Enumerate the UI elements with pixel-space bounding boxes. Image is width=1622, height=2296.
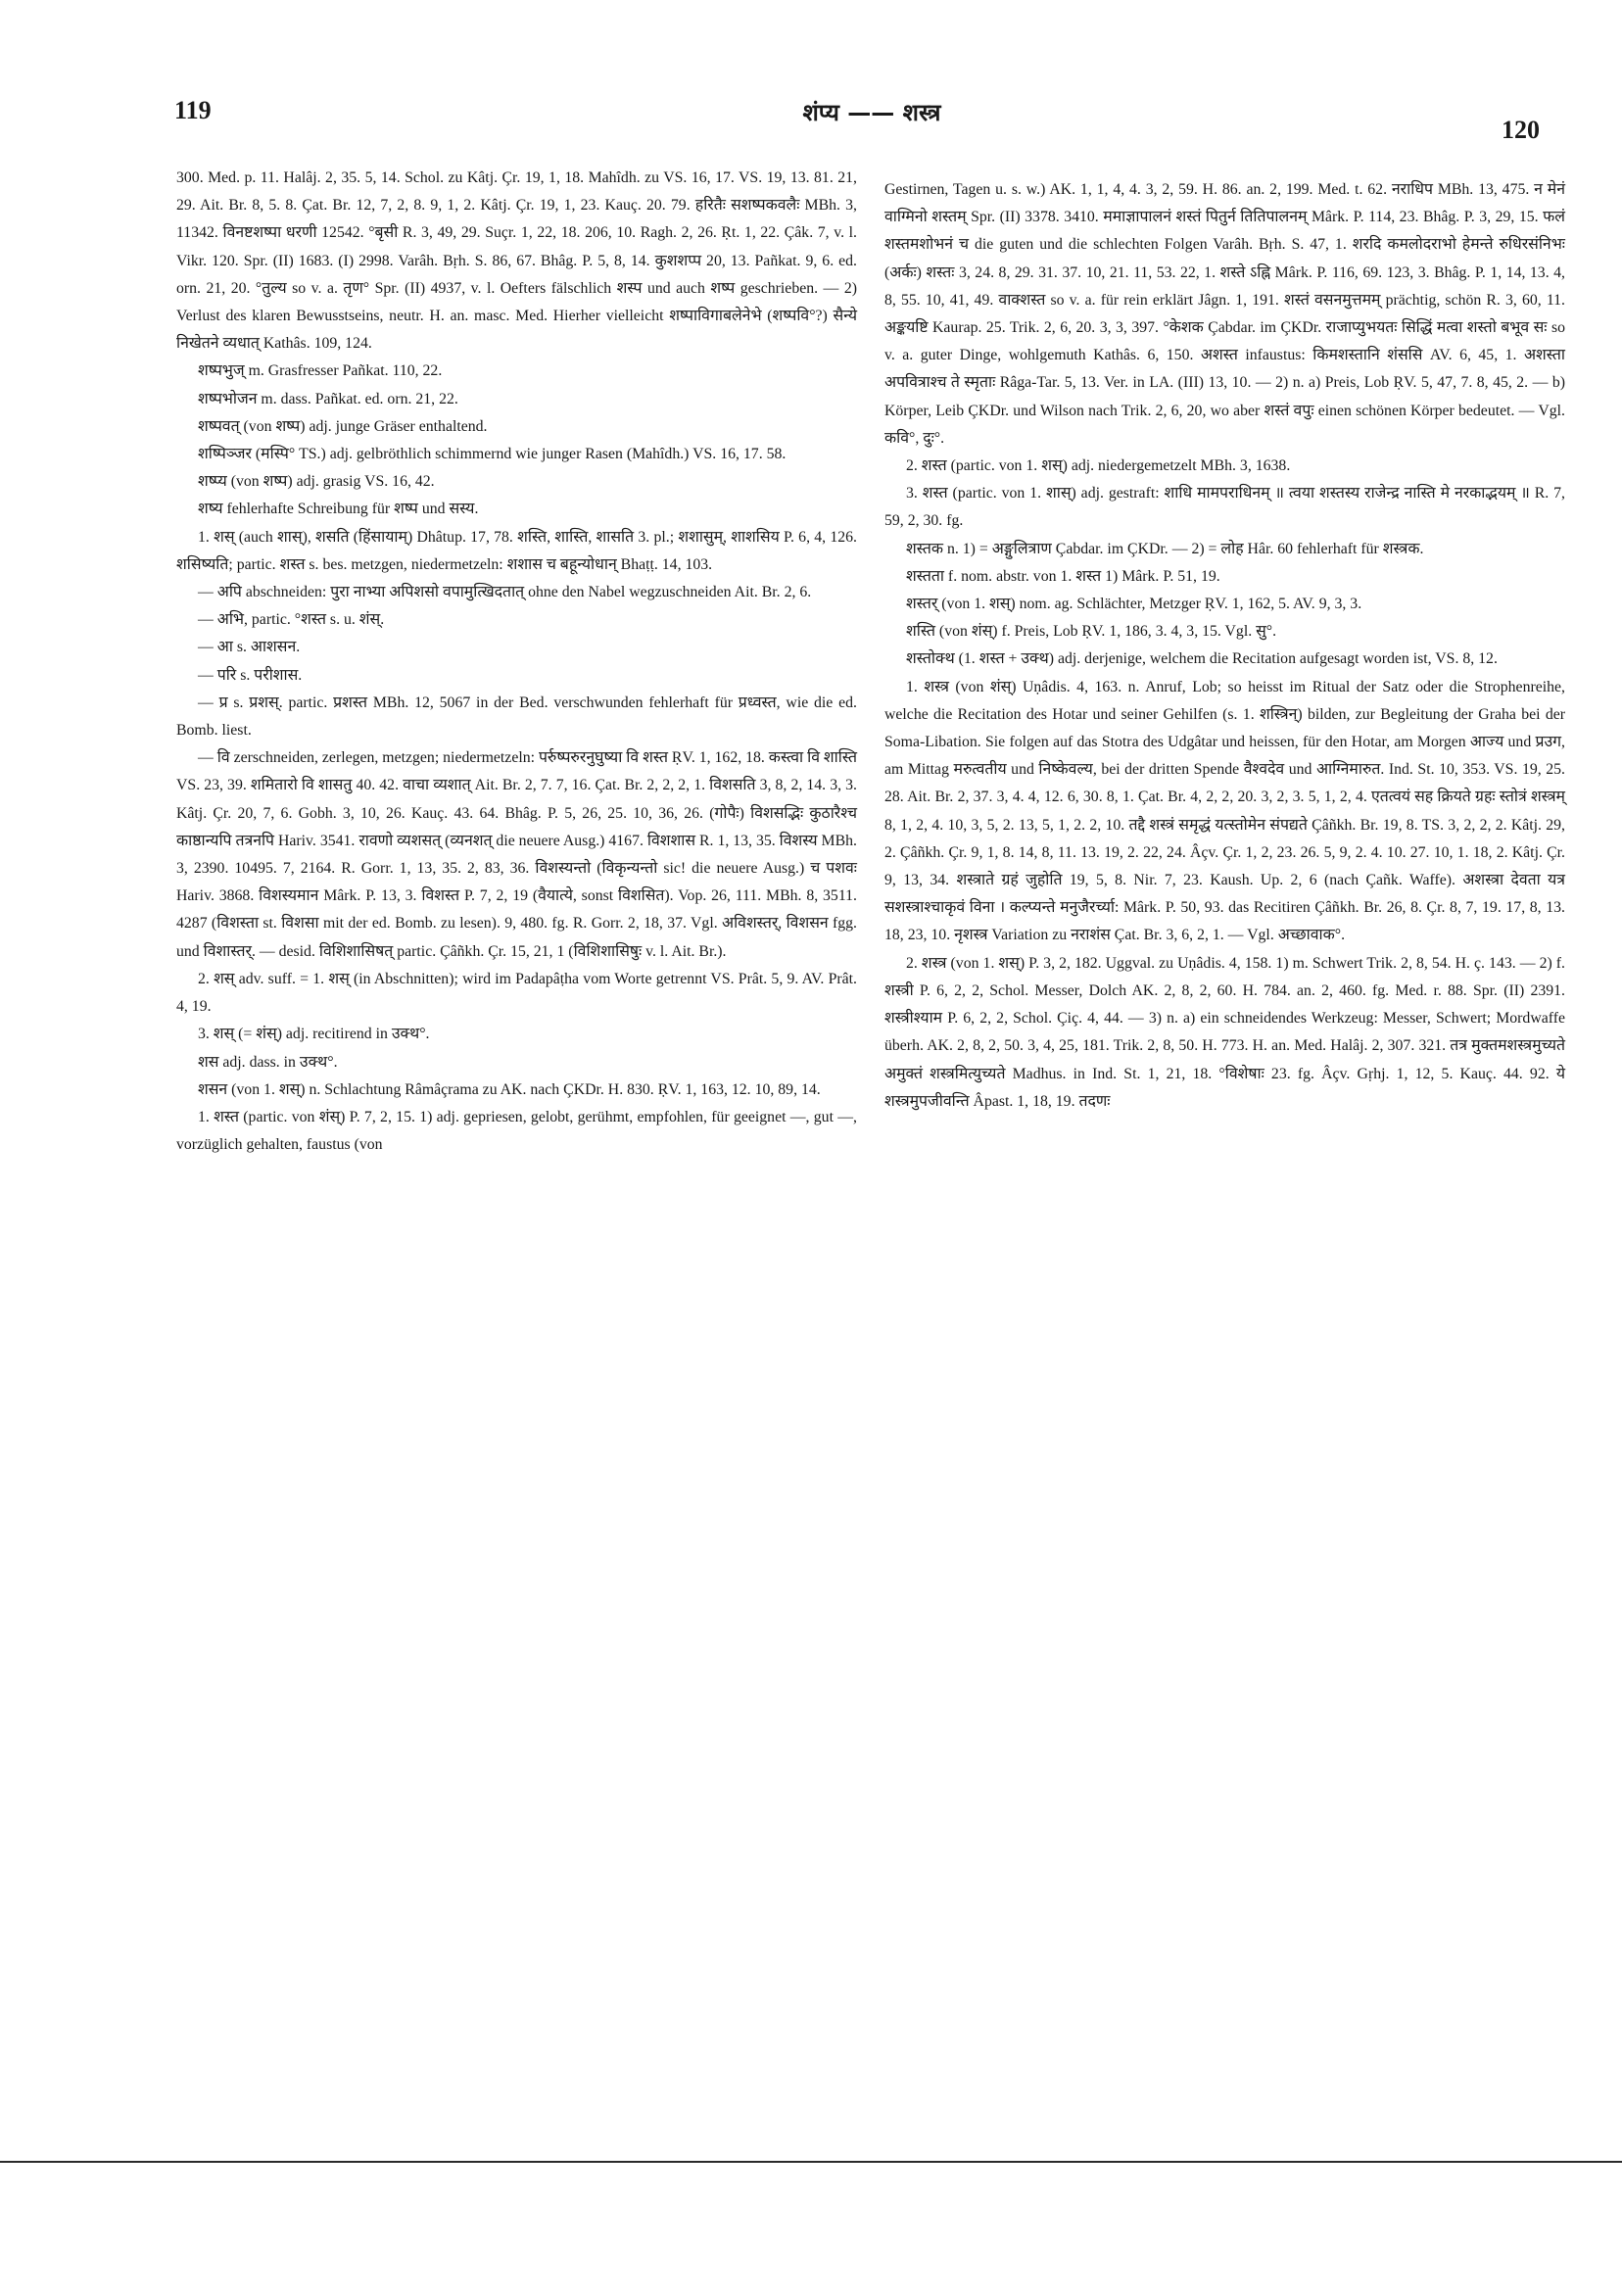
- dictionary-entry: 1. शस्त (partic. von शंस्) P. 7, 2, 15. 1) adj. gepriesen, gelobt, gerühmt, empfohlen, für geeignet —, gut —, vorzüglich gehalten, faustus (von: [176, 1108, 857, 1154]
- dictionary-entry: Gestirnen, Tagen u. s. w.) AK. 1, 1, 4, 4. 3, 2, 59. H. 86. an. 2, 199. Med. t. 62. नराधिप MBh. 13, 475. न मेनं वाग्मिनो शस्तम् Spr. (II) 3378. 3410. ममाज्ञापालनं शस्तं पितुर्न तितिपालनम् Mârk. P. 114, 23. Bhâg. P. 3, 29, 15. फलं शस्तमशोभनं च die guten und die schlechten Folgen Varâh. Bṛh. S. 47, 1. शरदि कमलोदराभो हेमन्ते रुधिरसंनिभः (अर्कः) शस्तः 3, 24. 8, 29. 31. 37. 10, 21. 11, 53. 22, 1. शस्ते ऽह्नि Mârk. P. 116, 69. 123, 3. Bhâg. P. 1, 14, 13. 4, 8, 55. 10, 41, 49. वाक्शस्त so v. a. für rein erklärt Jâgn. 1, 191. शस्तं वसनमुत्तमम् prächtig, schön R. 3, 60, 11. अङ्कयष्टि Kaurap. 25. Trik. 2, 6, 20. 3, 3, 397. °केशक Çabdar. im ÇKDr. राजाप्युभयतः सिद्धिं मत्वा शस्तो बभूव सः so v. a. guter Dinge, wohlgemuth Kathâs. 6, 150. अशस्त infaustus: किमशस्तानि शंससि AV. 6, 45, 1. अशस्ता अपवित्राश्च ते स्मृताः Râga-Tar. 5, 13. Ver. in LA. (III) 13, 10. — 2) n. a) Preis, Lob ṚV. 5, 47, 7. 8, 45, 2. — b) Körper, Leib ÇKDr. und Wilson nach Trik. 2, 6, 20, wo aber शस्तं वपुः einen schönen Körper bedeutet. — Vgl. कवि°, दुः°.: [884, 181, 1565, 447]
- dictionary-entry: — वि zerschneiden, zerlegen, metzgen; niedermetzeln: पर्रुष्परुरनुघुष्या वि शस्त ṚV. 1, 162, 18. कस्त्वा वि शास्ति VS. 23, 39. शमितारो वि शासतु 40. 42. वाचा व्यशात् Ait. Br. 2, 7. 7, 16. Çat. Br. 2, 2, 2, 1. विशसति 3, 8, 2, 14. 3, 3. Kâtj. Çr. 20, 7, 6. Gobh. 3, 10, 26. Kauç. 43. 64. Bhâg. P. 5, 26, 25. 10, 36, 26. (गोपैः) विशसद्भिः कुठारैश्च काष्ठान्यपि तत्रनपि Hariv. 3541. रावणो व्यशसत् (व्यनशत् die neuere Ausg.) 4167. विशशास R. 1, 13, 35. विशस्य MBh. 3, 2390. 10495. 7, 2164. R. Gorr. 1, 13, 35. 2, 83, 36. विशस्यन्तो (विकृन्यन्तो sic! die neuere Ausg.) च पशवः Hariv. 3868. विशस्यमान Mârk. P. 13, 3. विशस्त P. 7, 2, 19 (वैयात्ये, sonst विशसित). Vop. 26, 111. MBh. 8, 3511. 4287 (विशस्ता st. विशसा mit der ed. Bomb. zu lesen). 9, 480. fg. R. Gorr. 2, 18, 37. Vgl. अविशस्तर्, विशसन fgg. und विशास्तर्. — desid. विशिशासिषत् partic. Çâñkh. Çr. 15, 21, 1 (विशिशासिषुः v. l. Ait. Br.).: [176, 749, 857, 960]
- dictionary-entry: 1. शस्त्र (von शंस्) Uṇâdis. 4, 163. n. Anruf, Lob; so heisst im Ritual der Satz oder die Strophenreihe, welche die Recitation des Hotar und seiner Gehilfen (s. 1. शस्त्रिन्) bilden, zur Begleitung der Graha bei der Soma-Libation. Sie folgen auf das Stotra des Udgâtar und heissen, für den Hotar, am Morgen आज्य und प्रउग, am Mittag मरुत्वतीय und निष्केवल्य, bei der dritten Spende वैश्वदेव und आग्निमारुत. Ind. St. 10, 353. VS. 19, 25. 28. Ait. Br. 2, 37. 3, 4. 4, 12. 6, 30. 8, 1. Çat. Br. 4, 2, 2, 20. 3, 2, 3. 5, 1, 2, 4. एतत्वयं सह क्रियते ग्रहः स्तोत्रं शस्त्रम् 8, 1, 2, 4. 10, 3, 5, 2. 13, 5, 1, 2. 2, 10. तद्दै शस्त्रं समृद्धं यत्स्तोमेन संपद्यते Çâñkh. Br. 19, 8. TS. 3, 2, 2, 2. Kâtj. 29, 2. Çâñkh. Çr. 9, 1, 8. 14, 8, 11. 13. 19, 2. 22, 24. Âçv. Çr. 1, 2, 23. 26. 5, 9, 2. 4. 10. 27. 10, 1. 18, 2. Kâtj. Çr. 9, 13, 34. शस्त्राते ग्रहं जुहोति 19, 5, 8. Nir. 7, 23. Kaush. Up. 2, 6 (nach Çañk. Waffe). अशस्त्रा देवता यत्र सशस्त्राश्चाकृवं विना । कल्प्यन्ते मनुजैरर्च्या: Mârk. P. 50, 93. das Recitiren Çâñkh. Br. 26, 8. Çr. 8, 7, 19. 17, 8, 13. 18, 23, 10. नृशस्त्र Variation zu नराशंस Çat. Br. 3, 6, 2, 1. — Vgl. अच्छावाक°.: [884, 678, 1565, 944]
- dictionary-entry: 3. शस् (= शंस्) adj. recitirend in उक्थ°.: [198, 1026, 430, 1043]
- dictionary-entry: शष्पिञ्जर (मस्पि° TS.) adj. gelbröthlich schimmernd wie junger Rasen (Mahîdh.) VS. 16, 17. 58.: [198, 446, 787, 463]
- dictionary-entry: — अभि, partic. °शस्त s. u. शंस्.: [198, 611, 385, 629]
- dictionary-entry: शस्तर् (von 1. शस्) nom. ag. Schlächter, Metzger ṚV. 1, 162, 5. AV. 9, 3, 3.: [906, 596, 1362, 613]
- dictionary-entry: शष्य fehlerhafte Schreibung für शष्प und सस्य.: [198, 501, 479, 518]
- dictionary-entry: 3. शस्त (partic. von 1. शास्) adj. gestraft: शाधि मामपराधिनम् ॥ त्वया शस्तस्य राजेन्द्र नास्ति मे नरकाद्भयम् ॥ R. 7, 59, 2, 30. fg.: [884, 485, 1565, 530]
- dictionary-entry: — प्र s. प्रशस्. partic. प्रशस्त MBh. 12, 5067 in der Bed. verschwunden fehlerhaft für प्रध्वस्त, wie die ed. Bomb. liest.: [176, 694, 857, 740]
- dictionary-entry: शस्ति (von शंस्) f. Preis, Lob ṚV. 1, 186, 3. 4, 3, 15. Vgl. सु°.: [906, 623, 1277, 641]
- dictionary-entry: शस adj. dass. in उक्थ°.: [198, 1053, 338, 1071]
- left-column: [176, 165, 857, 1159]
- bottom-rule: [0, 2161, 1622, 2163]
- dictionary-entry: 2. शस्त (partic. von 1. शस्) adj. niedergemetzelt MBh. 3, 1638.: [906, 457, 1291, 475]
- dictionary-entry: शस्तोक्थ (1. शस्त + उक्थ) adj. derjenige, welchem die Recitation aufgesagt worden ist, VS. 8, 12.: [906, 650, 1498, 668]
- dictionary-entry: — आ s. आशसन.: [198, 639, 301, 656]
- dictionary-entry: 300. Med. p. 11. Halâj. 2, 35. 5, 14. Schol. zu Kâtj. Çr. 19, 1, 18. Mahîdh. zu VS. 16, 17. VS. 19, 13. 81. 21, 29. Ait. Br. 8, 5. 8. Çat. Br. 12, 7, 2, 8. 9, 1, 2. Kâtj. Çr. 19, 1, 23. Kauç. 20. 79. हरितैः सशष्पकवलैः MBh. 3, 11342. विनष्टशष्पा धरणी 12542. °बृसी R. 3, 49, 29. Suçr. 1, 22, 18. 206, 10. Ragh. 2, 26. Ṛt. 1, 22. Çâk. 7, v. l. Vikr. 120. Spr. (II) 1683. (I) 2998. Varâh. Bṛh. S. 86, 67. Bhâg. P. 5, 8, 14. कुशशप्प 20, 13. Pañkat. 9, 6. ed. orn. 21, 20. °तुल्य so v. a. तृण° Spr. (II) 4937, v. l. Oefters fälschlich शस्प und auch शष्प geschrieben. — 2) Verlust des klaren Bewusstseins, neutr. H. an. masc. Med. Hierher vielleicht शष्पाविगाबलेनेभे (शष्पवि°?) सैन्ये निखेतने व्यधात् Kathâs. 109, 124.: [176, 169, 857, 353]
- dictionary-entry: — परि s. परीशास.: [198, 666, 303, 684]
- dictionary-entry: शष्पभुज् m. Grasfresser Pañkat. 110, 22.: [198, 362, 443, 380]
- dictionary-entry: शष्पवत् (von शष्प) adj. junge Gräser enthaltend.: [198, 417, 488, 435]
- running-head: शंप्य —— शस्त्र: [802, 99, 941, 126]
- dictionary-entry: शष्पभोजन m. dass. Pañkat. ed. orn. 21, 22.: [198, 390, 458, 407]
- dictionary-entry: शस्तता f. nom. abstr. von 1. शस्त 1) Mârk. P. 51, 19.: [906, 567, 1220, 585]
- page-number-left: 119: [174, 96, 212, 124]
- dictionary-entry: 2. शस्त्र (von 1. शस्) P. 3, 2, 182. Uggval. zu Uṇâdis. 4, 158. 1) m. Schwert Trik. 2, 8, 54. H. ç. 143. — 2) f. शस्त्री P. 6, 2, 2, Schol. Messer, Dolch AK. 2, 8, 2, 60. H. 784. an. 2, 460. fg. Med. r. 88. Spr. (II) 2391. शस्त्रीश्याम P. 6, 2, 2, Schol. Çiç. 4, 44. — 3) n. a) ein schneidendes Werkzeug: Messer, Schwert; Mordwaffe überh. AK. 2, 8, 2, 50. 3, 4, 25, 181. Trik. 2, 8, 50. H. 773. H. an. Med. Halâj. 2, 307. 321. तत्र मुक्तमशस्त्रमुच्यते अमुक्तं शस्त्रमित्युच्यते Madhus. in Ind. St. 1, 21, 18. °विशेषाः 23. fg. Âçv. Gṛhj. 1, 12, 5. Kauç. 44. 92. ये शस्त्रमुपजीवन्ति Âpast. 1, 18, 19. तदणः: [884, 954, 1565, 1110]
- dictionary-entry: शष्प्य (von शष्प) adj. grasig VS. 16, 42.: [198, 473, 435, 491]
- dictionary-entry: — अपि abschneiden: पुरा नाभ्या अपिशसो वपामुत्खिदतात् ohne den Nabel wegzuschneiden Ait. Br. 2, 6.: [198, 584, 812, 601]
- dictionary-entry: 1. शस् (auch शास्), शसति (हिंसायाम्) Dhâtup. 17, 78. शस्ति, शास्ति, शासति 3. pl.; शशासुम्, शाशसिय P. 6, 4, 126. शसिष्यति; partic. शस्त s. bes. metzgen, niedermetzeln: शशास च बहून्योधान् Bhaṭṭ. 14, 103.: [176, 528, 857, 573]
- dictionary-entry: 2. शस् adv. suff. = 1. शस् (in Abschnitten); wird im Padapâṭha vom Worte getrennt VS. Prât. 5, 9. AV. Prât. 4, 19.: [176, 970, 857, 1016]
- right-column: [884, 176, 1565, 1116]
- dictionary-entry: शसन (von 1. शस्) n. Schlachtung Râmâçrama zu AK. nach ÇKDr. H. 830. ṚV. 1, 163, 12. 10, 89, 14.: [198, 1080, 821, 1098]
- dictionary-entry: शस्तक n. 1) = अङ्गुलित्राण Çabdar. im ÇKDr. — 2) = लोह Hâr. 60 fehlerhaft für शस्त्रक.: [906, 540, 1424, 557]
- page-number-right: 120: [1502, 116, 1540, 144]
